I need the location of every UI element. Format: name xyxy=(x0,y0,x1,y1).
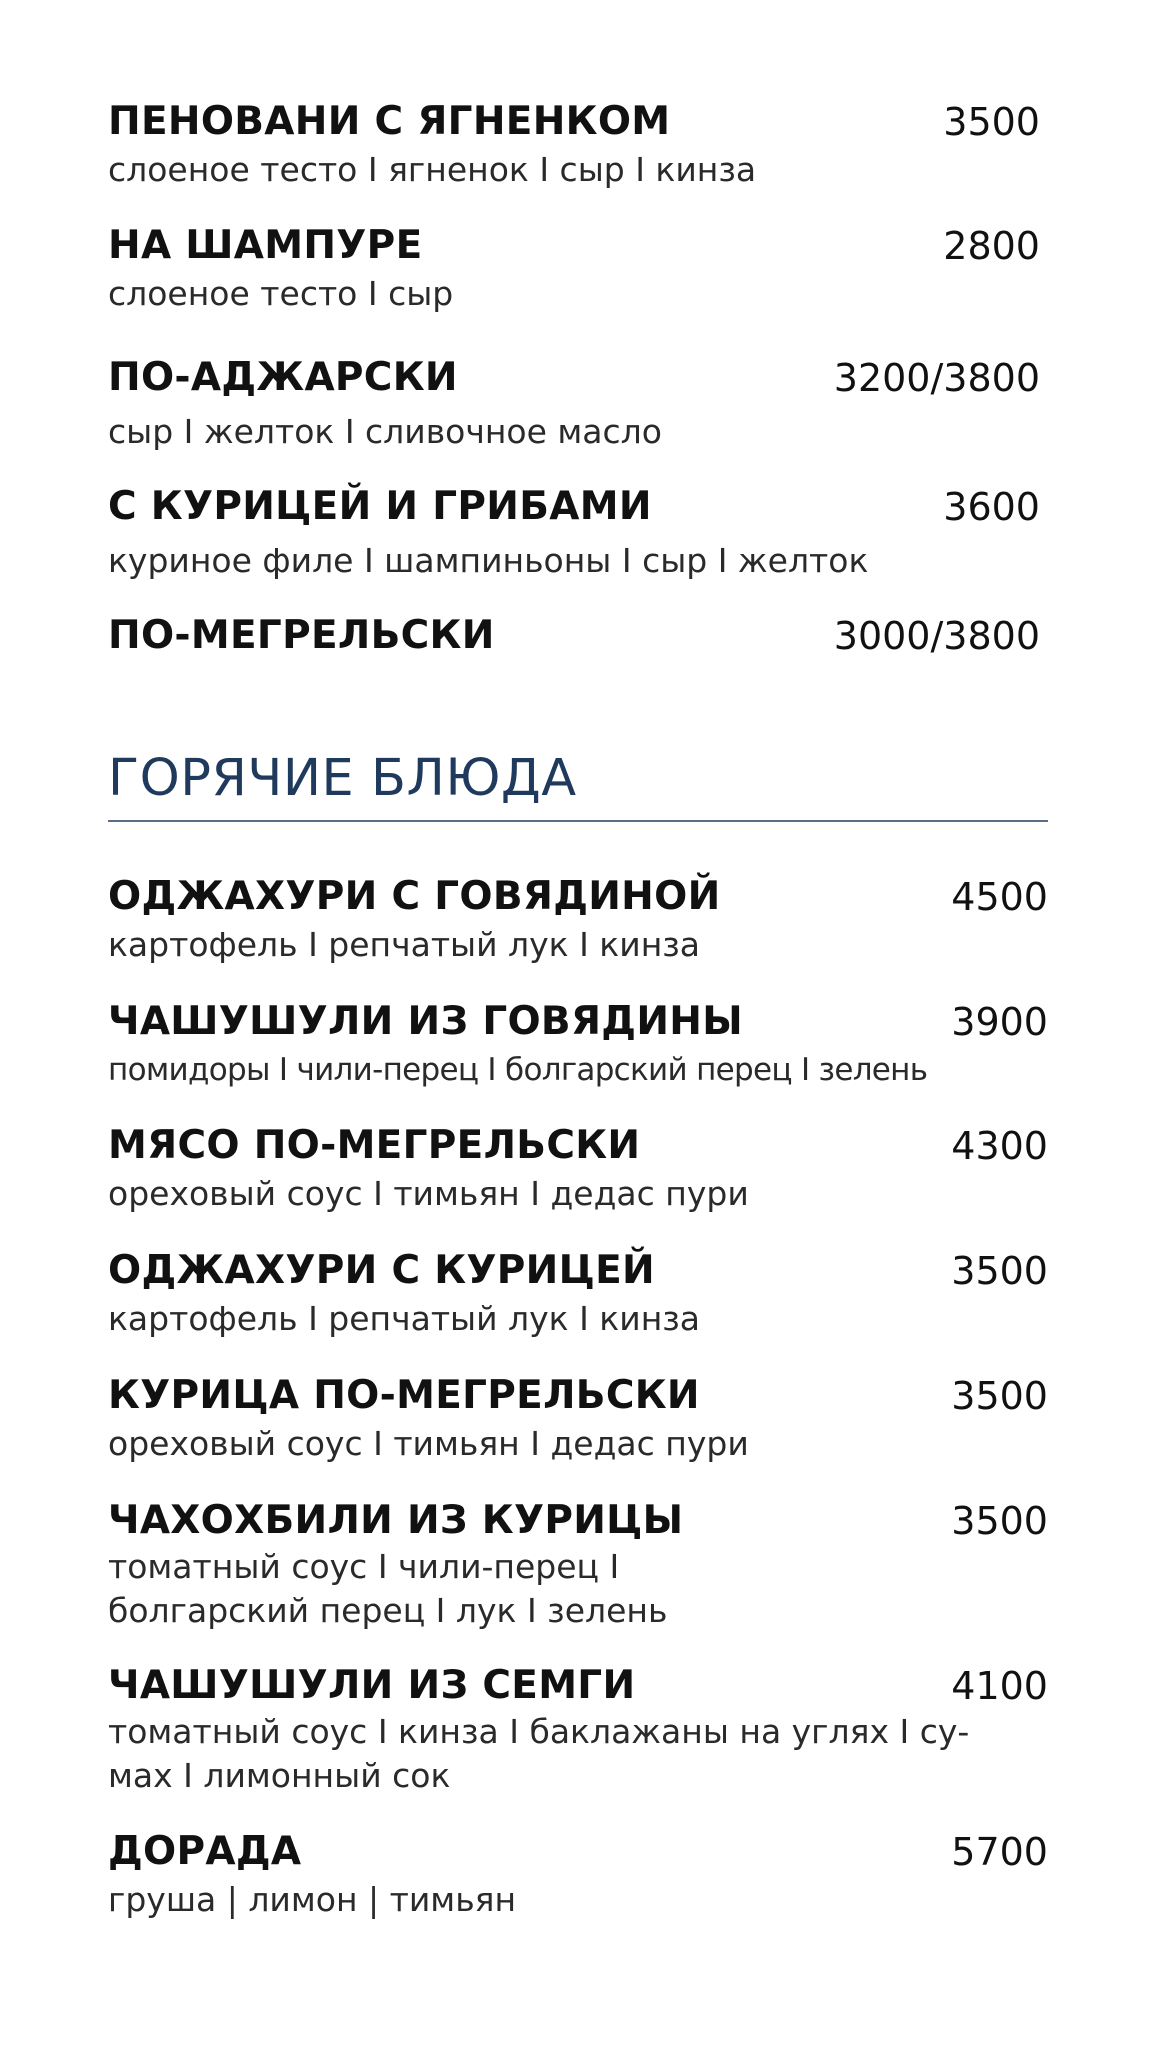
item-name: ЧАХОХБИЛИ ИЗ КУРИЦЫ xyxy=(108,1498,684,1543)
item-description: слоеное тесто I сыр xyxy=(108,274,454,313)
item-description: томатный соус I чили-перец I болгарский перец I лук I зелень xyxy=(108,1547,668,1630)
item-name: МЯСО ПО-МЕГРЕЛЬСКИ xyxy=(108,1123,641,1168)
item-name: ДОРАДА xyxy=(108,1829,302,1874)
item-description: картофель I репчатый лук I кинза xyxy=(108,1299,701,1338)
item-price: 5700 xyxy=(951,1830,1048,1874)
item-price: 4100 xyxy=(951,1664,1048,1708)
item-price: 4300 xyxy=(951,1124,1048,1168)
item-price: 3200/3800 xyxy=(833,356,1040,400)
item-name: ОДЖАХУРИ С ГОВЯДИНОЙ xyxy=(108,874,721,919)
item-description: куриное филе I шампиньоны I сыр I желток xyxy=(108,541,869,580)
item-price: 4500 xyxy=(951,875,1048,919)
item-name: ОДЖАХУРИ С КУРИЦЕЙ xyxy=(108,1248,655,1293)
item-name: КУРИЦА ПО-МЕГРЕЛЬСКИ xyxy=(108,1373,700,1418)
item-description: ореховый соус I тимьян I дедас пури xyxy=(108,1424,749,1463)
item-price: 2800 xyxy=(943,224,1040,268)
item-description: сыр I желток I сливочное масло xyxy=(108,412,662,451)
item-name: ЧАШУШУЛИ ИЗ СЕМГИ xyxy=(108,1663,636,1708)
item-description: томатный соус I кинза I баклажаны на углях I су- мах I лимонный сок xyxy=(108,1712,970,1795)
item-description: картофель I репчатый лук I кинза xyxy=(108,925,701,964)
item-description: ореховый соус I тимьян I дедас пури xyxy=(108,1174,749,1213)
section-divider xyxy=(108,820,1048,822)
item-price: 3500 xyxy=(951,1249,1048,1293)
item-price: 3600 xyxy=(943,485,1040,529)
item-name: С КУРИЦЕЙ И ГРИБАМИ xyxy=(108,484,652,529)
item-name: ПО-АДЖАРСКИ xyxy=(108,355,458,400)
item-name: ЧАШУШУЛИ ИЗ ГОВЯДИНЫ xyxy=(108,999,743,1044)
item-description: груша | лимон | тимьян xyxy=(108,1880,517,1919)
item-description: слоеное тесто I ягненок I сыр I кинза xyxy=(108,150,757,189)
item-description: помидоры I чили-перец I болгарский перец I зелень xyxy=(108,1052,928,1088)
item-price: 3500 xyxy=(951,1374,1048,1418)
item-name: НА ШАМПУРЕ xyxy=(108,223,423,268)
item-name: ПЕНОВАНИ С ЯГНЕНКОМ xyxy=(108,99,671,144)
item-name: ПО-МЕГРЕЛЬСКИ xyxy=(108,613,495,658)
item-price: 3500 xyxy=(951,1499,1048,1543)
item-price: 3500 xyxy=(943,100,1040,144)
item-price: 3900 xyxy=(951,1000,1048,1044)
section-title: ГОРЯЧИЕ БЛЮДА xyxy=(108,749,577,808)
item-price: 3000/3800 xyxy=(833,614,1040,658)
